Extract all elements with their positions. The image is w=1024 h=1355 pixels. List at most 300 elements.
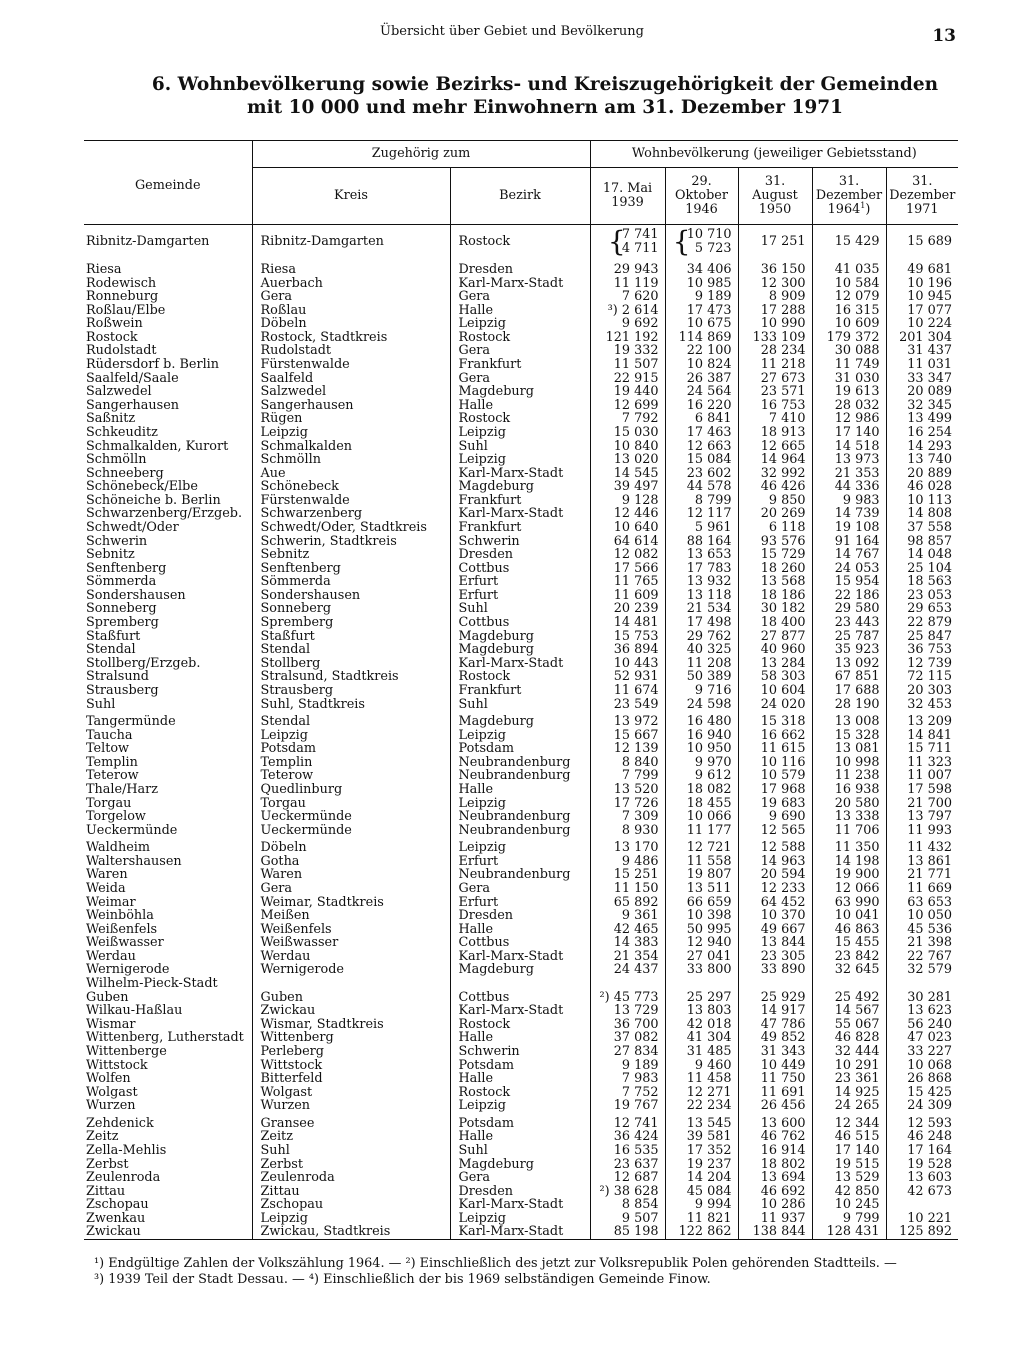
cell-gemeinde: Waren [86, 868, 128, 883]
cell-1950: 13 568 [738, 575, 812, 589]
cell-bezirk: Karl-Marx-Stadt [450, 1004, 590, 1018]
cell-1950: 18 186 [738, 589, 812, 603]
table-row [84, 589, 958, 603]
cell-1950: 64 452 [738, 896, 812, 910]
cell-1946: 13 653 [665, 548, 738, 562]
table-row [84, 1185, 958, 1199]
cell-1971: 18 563 [886, 575, 958, 589]
cell-1939: 12 741 [590, 1117, 665, 1131]
header-bezirk: Bezirk [450, 168, 590, 225]
cell-1971: 13 499 [886, 412, 958, 426]
table-row [84, 358, 958, 372]
cell-1950: 12 588 [738, 841, 812, 855]
cell-1964: 12 986 [812, 412, 886, 426]
cell-1939: 29 943 [590, 263, 665, 277]
table-row [84, 909, 958, 923]
cell-1964: 46 863 [812, 923, 886, 937]
footnotes [84, 1256, 964, 1288]
cell-1964: 25 492 [812, 991, 886, 1005]
cell-1950: 16 753 [738, 399, 812, 413]
cell-1950: 8 909 [738, 290, 812, 304]
table-row [84, 467, 958, 481]
cell-kreis: Bitterfeld [252, 1072, 450, 1086]
cell-1946: 40 325 [665, 643, 738, 657]
cell-bezirk: Gera [450, 1171, 590, 1185]
cell-bezirk: Karl-Marx-Stadt [450, 1225, 590, 1239]
cell-1939: 13 520 [590, 783, 665, 797]
cell-1950: 15 318 [738, 715, 812, 729]
table-row [84, 616, 958, 630]
cell-1971: 13 603 [886, 1171, 958, 1185]
cell-1950: 18 260 [738, 562, 812, 576]
table-row [84, 977, 958, 991]
header-1971: 31. Dezember 1971 [886, 168, 958, 225]
cell-1964: 46 828 [812, 1031, 886, 1045]
table-row [84, 1130, 958, 1144]
cell-gemeinde: Zerbst [86, 1157, 129, 1172]
cell-bezirk: Cottbus [450, 991, 590, 1005]
cell-gemeinde: Werdau [86, 949, 136, 964]
table-row [84, 643, 958, 657]
cell-1964: 23 842 [812, 950, 886, 964]
cell-1964: 16 938 [812, 783, 886, 797]
cell-1946: 17 783 [665, 562, 738, 576]
cell-1939: 12 139 [590, 742, 665, 756]
header-zugehoerig: Zugehörig zum [252, 141, 590, 168]
cell-gemeinde: Stollberg/Erzgeb. [86, 656, 201, 671]
table-row [84, 841, 958, 855]
cell-bezirk: Dresden [450, 1185, 590, 1199]
cell-gemeinde: Tangermünde [86, 715, 176, 729]
cell-kreis: Teterow [252, 769, 450, 783]
cell-bezirk: Rostock [450, 331, 590, 345]
cell-1971: 98 857 [886, 535, 958, 549]
cell-bezirk: Magdeburg [450, 643, 590, 657]
cell-1964: 17 140 [812, 1144, 886, 1158]
cell-1964: 14 567 [812, 1004, 886, 1018]
cell-1946: 5 961 [665, 521, 738, 535]
cell-kreis: Wolgast [252, 1086, 450, 1100]
cell-1946: 9 994 [665, 1198, 738, 1212]
table-row [84, 896, 958, 910]
table-row [84, 426, 958, 440]
cell-1939: 17 726 [590, 797, 665, 811]
cell-kreis: Quedlinburg [252, 783, 450, 797]
cell-kreis: Leipzig [252, 1212, 450, 1226]
table-row [84, 575, 958, 589]
cell-bezirk: Potsdam [450, 1117, 590, 1131]
cell-1964: 55 067 [812, 1018, 886, 1032]
cell-1939: 11 507 [590, 358, 665, 372]
cell-1971: 33 227 [886, 1045, 958, 1059]
cell-gemeinde: Wilkau-Haßlau [86, 1004, 183, 1018]
cell-1939: 14 383 [590, 936, 665, 950]
cell-1971: 72 115 [886, 670, 958, 684]
cell-gemeinde: Schöneiche b. Berlin [86, 493, 221, 508]
cell-kreis: Gotha [252, 855, 450, 869]
cell-kreis: Staßfurt [252, 630, 450, 644]
cell-bezirk: Neubrandenburg [450, 756, 590, 770]
cell-1939: 14 481 [590, 616, 665, 630]
cell-1971: 10 224 [886, 317, 958, 331]
cell-1950: 40 960 [738, 643, 812, 657]
cell-kreis: Saalfeld [252, 372, 450, 386]
cell-1946: 17 463 [665, 426, 738, 440]
cell-1950: 138 844 [738, 1225, 812, 1239]
cell-1971: 13 740 [886, 453, 958, 467]
table-row [84, 670, 958, 684]
cell-1971: 13 209 [886, 715, 958, 729]
cell-kreis: Zeitz [252, 1130, 450, 1144]
cell-1950: 20 269 [738, 507, 812, 521]
cell-1939: 8 930 [590, 824, 665, 838]
cell-1971: 14 841 [886, 729, 958, 743]
cell-gemeinde: Roßlau/Elbe [86, 303, 166, 318]
cell-1939: 16 535 [590, 1144, 665, 1158]
cell-1971: 17 164 [886, 1144, 958, 1158]
table-row [84, 1099, 958, 1113]
cell-1939: 11 674 [590, 684, 665, 698]
cell-1939: 13 729 [590, 1004, 665, 1018]
cell-1946: 12 940 [665, 936, 738, 950]
cell-1971: 10 945 [886, 290, 958, 304]
cell-1971: 13 861 [886, 855, 958, 869]
cell-gemeinde: Zwenkau [86, 1211, 146, 1226]
cell-kreis: Potsdam [252, 742, 450, 756]
cell-kreis: Sonneberg [252, 602, 450, 616]
cell-1946: 11 821 [665, 1212, 738, 1226]
cell-bezirk [450, 977, 590, 991]
cell-1971: 30 281 [886, 991, 958, 1005]
cell-1946: 16 480 [665, 715, 738, 729]
cell-1964: 12 079 [812, 290, 886, 304]
cell-1950: 13 844 [738, 936, 812, 950]
cell-1950: 18 400 [738, 616, 812, 630]
table-title [80, 73, 1010, 119]
cell-1946 [665, 977, 738, 991]
cell-1950: 28 234 [738, 344, 812, 358]
cell-1939: 11 119 [590, 277, 665, 291]
header-1950: 31. August 1950 [738, 168, 812, 225]
cell-1950: 6 118 [738, 521, 812, 535]
cell-kreis: Schwarzenberg [252, 507, 450, 521]
cell-1939: 14 545 [590, 467, 665, 481]
cell-1964: 11 238 [812, 769, 886, 783]
cell-bezirk: Suhl [450, 602, 590, 616]
cell-1946: 50 995 [665, 923, 738, 937]
cell-kreis: Sömmerda [252, 575, 450, 589]
cell-gemeinde: Suhl [86, 697, 116, 712]
cell-gemeinde: Ueckermünde [86, 823, 178, 838]
cell-kreis: Ribnitz-Damgarten [252, 225, 450, 260]
cell-1939: 9 486 [590, 855, 665, 869]
cell-1939: 10 443 [590, 657, 665, 671]
brace-icon: { [607, 225, 626, 258]
table-row [84, 225, 958, 260]
cell-1950: 133 109 [738, 331, 812, 345]
cell-1971: 19 528 [886, 1158, 958, 1172]
cell-1971: 12 593 [886, 1117, 958, 1131]
cell-1971: 37 558 [886, 521, 958, 535]
cell-1971: 36 753 [886, 643, 958, 657]
cell-1939: 36 700 [590, 1018, 665, 1032]
cell-1971: 24 309 [886, 1099, 958, 1113]
title-line-1: 6. Wohnbevölkerung sowie Bezirks- und Kreiszugehörigkeit der Gemeinden [151, 74, 939, 95]
cell-bezirk: Dresden [450, 909, 590, 923]
cell-gemeinde: Torgelow [86, 810, 146, 824]
cell-1971: 10 113 [886, 494, 958, 508]
cell-1939: 37 082 [590, 1031, 665, 1045]
cell-1971: 22 879 [886, 616, 958, 630]
cell-1971: 15 425 [886, 1086, 958, 1100]
population-table [84, 140, 958, 1240]
cell-1964: 19 108 [812, 521, 886, 535]
cell-1946: 29 762 [665, 630, 738, 644]
table-row [84, 453, 958, 467]
table-row [84, 1072, 958, 1086]
cell-gemeinde: Wittstock [86, 1058, 148, 1073]
cell-1971: 25 104 [886, 562, 958, 576]
cell-1971: 22 767 [886, 950, 958, 964]
table-row [84, 950, 958, 964]
header-1939: 17. Mai 1939 [590, 168, 665, 225]
cell-gemeinde: Saßnitz [86, 412, 136, 426]
cell-bezirk: Dresden [450, 263, 590, 277]
cell-1939: 36 894 [590, 643, 665, 657]
cell-1971: 10 221 [886, 1212, 958, 1226]
cell-1946: 9 612 [665, 769, 738, 783]
cell-bezirk: Leipzig [450, 729, 590, 743]
table-row [84, 963, 958, 977]
cell-1946: 25 297 [665, 991, 738, 1005]
cell-1950: 33 890 [738, 963, 812, 977]
cell-1971: 11 323 [886, 756, 958, 770]
cell-bezirk: Leipzig [450, 1099, 590, 1113]
cell-kreis: Strausberg [252, 684, 450, 698]
table-row [84, 684, 958, 698]
cell-kreis: Zschopau [252, 1198, 450, 1212]
cell-bezirk: Magdeburg [450, 385, 590, 399]
cell-gemeinde: Stralsund [86, 670, 149, 684]
cell-kreis: Zwickau [252, 1004, 450, 1018]
cell-gemeinde: Wittenberge [86, 1044, 167, 1059]
cell-1964: 28 190 [812, 698, 886, 712]
cell-1950: 46 762 [738, 1130, 812, 1144]
cell-1971: 11 007 [886, 769, 958, 783]
cell-kreis: Wurzen [252, 1099, 450, 1113]
cell-1964: 10 998 [812, 756, 886, 770]
cell-1939: 15 251 [590, 868, 665, 882]
cell-1946: 13 932 [665, 575, 738, 589]
cell-gemeinde: Sömmerda [86, 575, 157, 589]
cell-1971: 15 689 [886, 225, 958, 260]
cell-1946: 122 862 [665, 1225, 738, 1239]
cell-1964: 15 455 [812, 936, 886, 950]
cell-gemeinde: Taucha [86, 728, 133, 743]
cell-1950: 10 370 [738, 909, 812, 923]
cell-1971: 21 700 [886, 797, 958, 811]
cell-gemeinde: Staßfurt [86, 629, 141, 644]
cell-1939: 85 198 [590, 1225, 665, 1239]
table-row [84, 331, 958, 345]
cell-gemeinde: Wolgast [86, 1085, 138, 1100]
cell-kreis: Spremberg [252, 616, 450, 630]
cell-1946: 18 082 [665, 783, 738, 797]
cell-1964: 25 787 [812, 630, 886, 644]
cell-kreis [252, 977, 450, 991]
cell-kreis: Riesa [252, 263, 450, 277]
cell-1971: 14 293 [886, 440, 958, 454]
table-row [84, 372, 958, 386]
cell-bezirk: Frankfurt [450, 494, 590, 508]
cell-gemeinde: Zeulenroda [86, 1171, 161, 1185]
cell-1971: 14 048 [886, 548, 958, 562]
cell-kreis: Leipzig [252, 729, 450, 743]
cell-1950: 23 305 [738, 950, 812, 964]
cell-1939: 21 354 [590, 950, 665, 964]
cell-kreis: Wittenberg [252, 1031, 450, 1045]
cell-1946: 16 220 [665, 399, 738, 413]
cell-bezirk: Magdeburg [450, 715, 590, 729]
cell-1971: 20 089 [886, 385, 958, 399]
cell-gemeinde: Sangerhausen [86, 398, 180, 413]
cell-1971: 21 398 [886, 936, 958, 950]
footnote-line-2: ³) 1939 Teil der Stadt Dessau. — ⁴) Einschließlich der bis 1969 selbständigen Gemeinde Finow. [94, 1272, 711, 1287]
cell-1964: 13 008 [812, 715, 886, 729]
cell-bezirk: Karl-Marx-Stadt [450, 657, 590, 671]
cell-kreis: Rostock, Stadtkreis [252, 331, 450, 345]
cell-1946: 13 118 [665, 589, 738, 603]
cell-bezirk: Leipzig [450, 797, 590, 811]
cell-1971: 10 068 [886, 1059, 958, 1073]
table-row [84, 277, 958, 291]
cell-1946: 39 581 [665, 1130, 738, 1144]
cell-1964: 31 030 [812, 372, 886, 386]
cell-1971: 21 771 [886, 868, 958, 882]
cell-1939: 8 840 [590, 756, 665, 770]
cell-kreis: Zeulenroda [252, 1171, 450, 1185]
cell-1946: 11 208 [665, 657, 738, 671]
cell-1950: 49 667 [738, 923, 812, 937]
cell-gemeinde: Sondershausen [86, 588, 186, 603]
cell-1939: 52 931 [590, 670, 665, 684]
cell-1964: 19 900 [812, 868, 886, 882]
cell-1971: 12 739 [886, 657, 958, 671]
table-row [84, 783, 958, 797]
cell-1950: 13 284 [738, 657, 812, 671]
cell-kreis: Sebnitz [252, 548, 450, 562]
cell-bezirk: Neubrandenburg [450, 769, 590, 783]
cell-bezirk: Karl-Marx-Stadt [450, 277, 590, 291]
cell-kreis: Aue [252, 467, 450, 481]
cell-1950: 12 233 [738, 882, 812, 896]
cell-gemeinde: Stendal [86, 643, 136, 657]
cell-kreis: Werdau [252, 950, 450, 964]
cell-1950: 58 303 [738, 670, 812, 684]
cell-1946: 66 659 [665, 896, 738, 910]
cell-bezirk: Karl-Marx-Stadt [450, 950, 590, 964]
cell-1950: 26 456 [738, 1099, 812, 1113]
cell-1971: 14 808 [886, 507, 958, 521]
table-row [84, 1117, 958, 1131]
cell-1964: 10 584 [812, 277, 886, 291]
cell-1964: 10 609 [812, 317, 886, 331]
cell-bezirk: Frankfurt [450, 684, 590, 698]
cell-1950: 31 343 [738, 1045, 812, 1059]
cell-gemeinde: Guben [86, 990, 129, 1005]
cell-kreis: Rudolstadt [252, 344, 450, 358]
cell-1939: 15 030 [590, 426, 665, 440]
cell-1939: 7 792 [590, 412, 665, 426]
cell-1964: 44 336 [812, 480, 886, 494]
cell-1964: 11 350 [812, 841, 886, 855]
cell-1939: { 7 741 4 711 [590, 225, 665, 260]
cell-gemeinde: Salzwedel [86, 385, 152, 399]
cell-1950: 13 600 [738, 1117, 812, 1131]
cell-1950: 93 576 [738, 535, 812, 549]
cell-gemeinde: Saalfeld/Saale [86, 371, 179, 386]
cell-1964: 19 613 [812, 385, 886, 399]
cell-gemeinde: Wernigerode [86, 963, 170, 978]
cell-1939: 24 437 [590, 963, 665, 977]
cell-1964: 179 372 [812, 331, 886, 345]
cell-kreis: Templin [252, 756, 450, 770]
cell-1946: 114 869 [665, 331, 738, 345]
cell-1971: 13 623 [886, 1004, 958, 1018]
cell-1946: 50 389 [665, 670, 738, 684]
cell-1964: 67 851 [812, 670, 886, 684]
cell-1939: 11 609 [590, 589, 665, 603]
cell-kreis: Rügen [252, 412, 450, 426]
table-row [84, 317, 958, 331]
cell-1939: 9 189 [590, 1059, 665, 1073]
cell-1971: 56 240 [886, 1018, 958, 1032]
cell-bezirk: Halle [450, 783, 590, 797]
cell-1946: 12 663 [665, 440, 738, 454]
cell-gemeinde: Weimar [86, 895, 136, 910]
cell-1964: 23 361 [812, 1072, 886, 1086]
cell-1964: 13 529 [812, 1171, 886, 1185]
table-row [84, 936, 958, 950]
cell-1939: 7 799 [590, 769, 665, 783]
cell-gemeinde: Rudolstadt [86, 344, 157, 359]
cell-bezirk: Neubrandenburg [450, 824, 590, 838]
cell-1946: 14 204 [665, 1171, 738, 1185]
table-row [84, 882, 958, 896]
cell-1964: 13 092 [812, 657, 886, 671]
cell-kreis: Suhl, Stadtkreis [252, 698, 450, 712]
cell-1939: 13 972 [590, 715, 665, 729]
header-gemeinde: Gemeinde [84, 141, 252, 225]
cell-gemeinde: Teltow [86, 742, 130, 756]
cell-1939: 7 983 [590, 1072, 665, 1086]
cell-1939: 12 687 [590, 1171, 665, 1185]
cell-bezirk: Halle [450, 304, 590, 318]
table-row [84, 810, 958, 824]
cell-kreis: Wittstock [252, 1059, 450, 1073]
cell-1950: 11 218 [738, 358, 812, 372]
cell-1946: 19 237 [665, 1158, 738, 1172]
cell-1946: 13 803 [665, 1004, 738, 1018]
table-row [84, 548, 958, 562]
cell-1971: 25 847 [886, 630, 958, 644]
cell-1950: 17 251 [738, 225, 812, 260]
cell-1939: 36 424 [590, 1130, 665, 1144]
cell-kreis: Stralsund, Stadtkreis [252, 670, 450, 684]
cell-1964: 21 353 [812, 467, 886, 481]
table-row [84, 1171, 958, 1185]
cell-gemeinde: Senftenberg [86, 561, 167, 576]
